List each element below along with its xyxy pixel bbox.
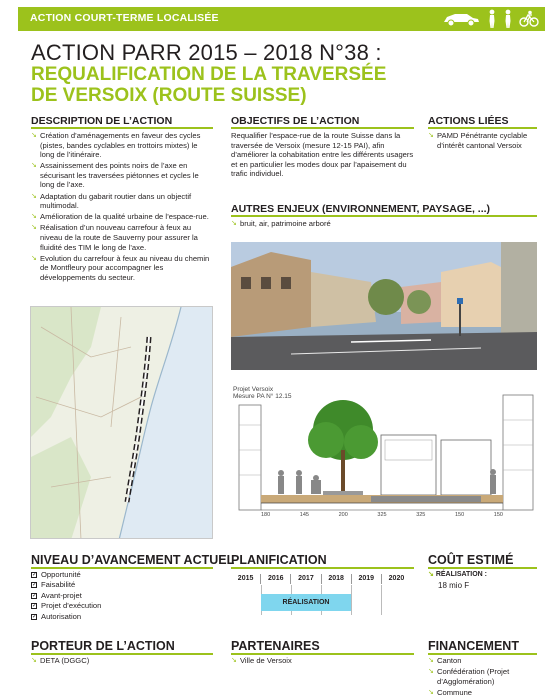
location-map <box>30 306 213 539</box>
checkbox-icon: ✓ <box>32 572 38 578</box>
autres-enjeux-heading: AUTRES ENJEUX (ENVIRONNEMENT, PAYSAGE, ...) <box>231 203 491 215</box>
year-label: 2015 <box>237 575 254 582</box>
avancement-list <box>31 570 101 622</box>
arrow-icon: ↘ <box>428 571 436 578</box>
pedestrian-icon <box>487 9 497 29</box>
porteur-heading: PORTEUR DE L’ACTION <box>31 639 175 653</box>
dimension-label: 200 <box>338 512 348 518</box>
list-item: ↘ Adaptation du gabarit routier dans un objectif multimodal. <box>31 191 192 211</box>
list-item: ↘ PAMD Pénétrante cyclable d’intérêt cantonal Versoix <box>428 131 528 150</box>
actions-liees-heading: ACTIONS LIÉES <box>428 115 509 127</box>
financement-rule <box>428 653 537 655</box>
cout-heading: COÛT ESTIMÉ <box>428 553 514 567</box>
list-item: ↘ Création d’aménagements en faveur des cycles (pistes, bandes cyclables en trottoirs mixtes) le long de l’itinéraire. <box>31 131 201 160</box>
checkbox-icon: ✓ <box>32 592 38 599</box>
street-photo <box>231 242 537 370</box>
year-label: 2018 <box>321 574 351 584</box>
year-label: 2019 <box>351 574 381 584</box>
year-header <box>231 574 411 584</box>
dimension-label: 150 <box>493 512 503 518</box>
cyclist-icon <box>503 9 513 29</box>
list-item: ↘ Réalisation d’un nouveau carrefour à feux au niveau de la route de Sauverny pour assurer la fluidité des TIM le long de l’axe. <box>31 223 198 252</box>
map-image <box>31 307 213 539</box>
checkbox-icon: ✓ <box>32 613 38 620</box>
year-label: 2016 <box>260 574 290 584</box>
section-caption-1: Projet Versoix <box>233 386 274 393</box>
financement-heading: FINANCEMENT <box>428 639 519 653</box>
avancement-rule <box>31 567 213 569</box>
dimension-label: 150 <box>454 512 465 518</box>
autres-enjeux-list <box>231 219 531 230</box>
dimension-label: 180 <box>261 512 271 518</box>
dimension-label: 145 <box>299 512 309 518</box>
page-subtitle-line1: REQUALIFICATION DE LA TRAVERSÉE <box>31 64 387 85</box>
checklist-item: ✓ Opportunité <box>32 570 81 579</box>
list-item: ↘ Confédération (Projet d’Agglomération) <box>428 667 510 686</box>
cout-value: 18 mio F <box>438 581 470 590</box>
checklist-item: ✓ Avant-projet <box>32 590 82 600</box>
section-caption-2: Mesure PA N° 12.15 <box>233 393 292 400</box>
porteur-rule <box>31 653 213 655</box>
year-divider <box>381 585 382 615</box>
dimension-label: 325 <box>377 512 387 518</box>
partenaires-heading: PARTENAIRES <box>231 639 320 653</box>
page-title: ACTION PARR 2015 – 2018 N°38 : <box>31 40 382 65</box>
year-label: 2020 <box>381 574 411 584</box>
bicycle-icon <box>519 10 539 28</box>
planification-rule <box>231 567 414 569</box>
section-dimensions <box>261 512 503 518</box>
year-label: 2017 <box>290 574 320 584</box>
category-label: ACTION COURT-TERME LOCALISÉE <box>30 12 219 24</box>
list-item: ↘ Assainissement des points noirs de l’axe en sécurisant les traversées piétonnes et cycles le long de l’axe. <box>31 161 199 190</box>
partenaires-list <box>231 656 414 667</box>
description-rule <box>31 127 213 129</box>
list-item: ↘ bruit, air, patrimoine arboré <box>231 219 331 228</box>
checklist-item: ✓ Faisabilité <box>32 580 76 590</box>
porteur-list <box>31 656 213 667</box>
description-list <box>31 131 213 284</box>
page-subtitle-line2: DE VERSOIX (ROUTE SUISSE) <box>31 85 307 106</box>
cout-rule <box>428 567 537 569</box>
realisation-bar: RÉALISATION <box>261 594 351 611</box>
checkbox-icon: ✓ <box>32 582 38 589</box>
financement-list <box>428 656 540 699</box>
objectifs-rule <box>231 127 414 129</box>
partenaires-rule <box>231 653 414 655</box>
objectifs-text: Requalifier l’espace-rue de la route Suisse dans la traversée de Versoix (mesure 12-15 PAI), afin d’améliorer la cohabitation entre les différents usagers et en particulier les modes doux par l’apaisement du trafic individuel. <box>231 131 414 179</box>
objectifs-heading: OBJECTIFS DE L’ACTION <box>231 115 360 127</box>
planification-heading: PLANIFICATION <box>231 553 327 567</box>
list-item: ↘ Evolution du carrefour à feux au niveau du chemin de Montfleury pour accompagner les développements du secteur. <box>31 253 210 282</box>
photo-image <box>231 242 537 370</box>
checklist-item: ✓ Projet d’exécution <box>32 601 102 611</box>
actions-liees-rule <box>428 127 537 129</box>
mode-icons <box>441 9 539 29</box>
actions-liees-list <box>428 131 540 152</box>
checkbox-icon: ✓ <box>32 603 38 610</box>
list-item: ↘ Ville de Versoix <box>231 656 292 665</box>
list-item: ↘ Amélioration de la qualité urbaine de l’espace-rue. <box>31 212 209 222</box>
year-divider <box>351 585 352 615</box>
list-item: ↘ DETA (DGGC) <box>31 656 90 665</box>
checklist-item: ✓ Autorisation <box>32 611 82 621</box>
car-icon <box>441 10 481 28</box>
description-heading: DESCRIPTION DE L’ACTION <box>31 115 173 127</box>
cout-label: ↘ RÉALISATION : <box>428 571 488 578</box>
avancement-heading: NIVEAU D’AVANCEMENT ACTUEL <box>31 553 235 567</box>
list-item: ↘ Commune <box>428 687 473 697</box>
list-item: ↘ Canton <box>428 656 462 665</box>
dimension-label: 325 <box>416 512 426 518</box>
category-banner <box>18 7 545 31</box>
cross-section-drawing <box>231 380 537 540</box>
autres-enjeux-rule <box>231 215 537 217</box>
